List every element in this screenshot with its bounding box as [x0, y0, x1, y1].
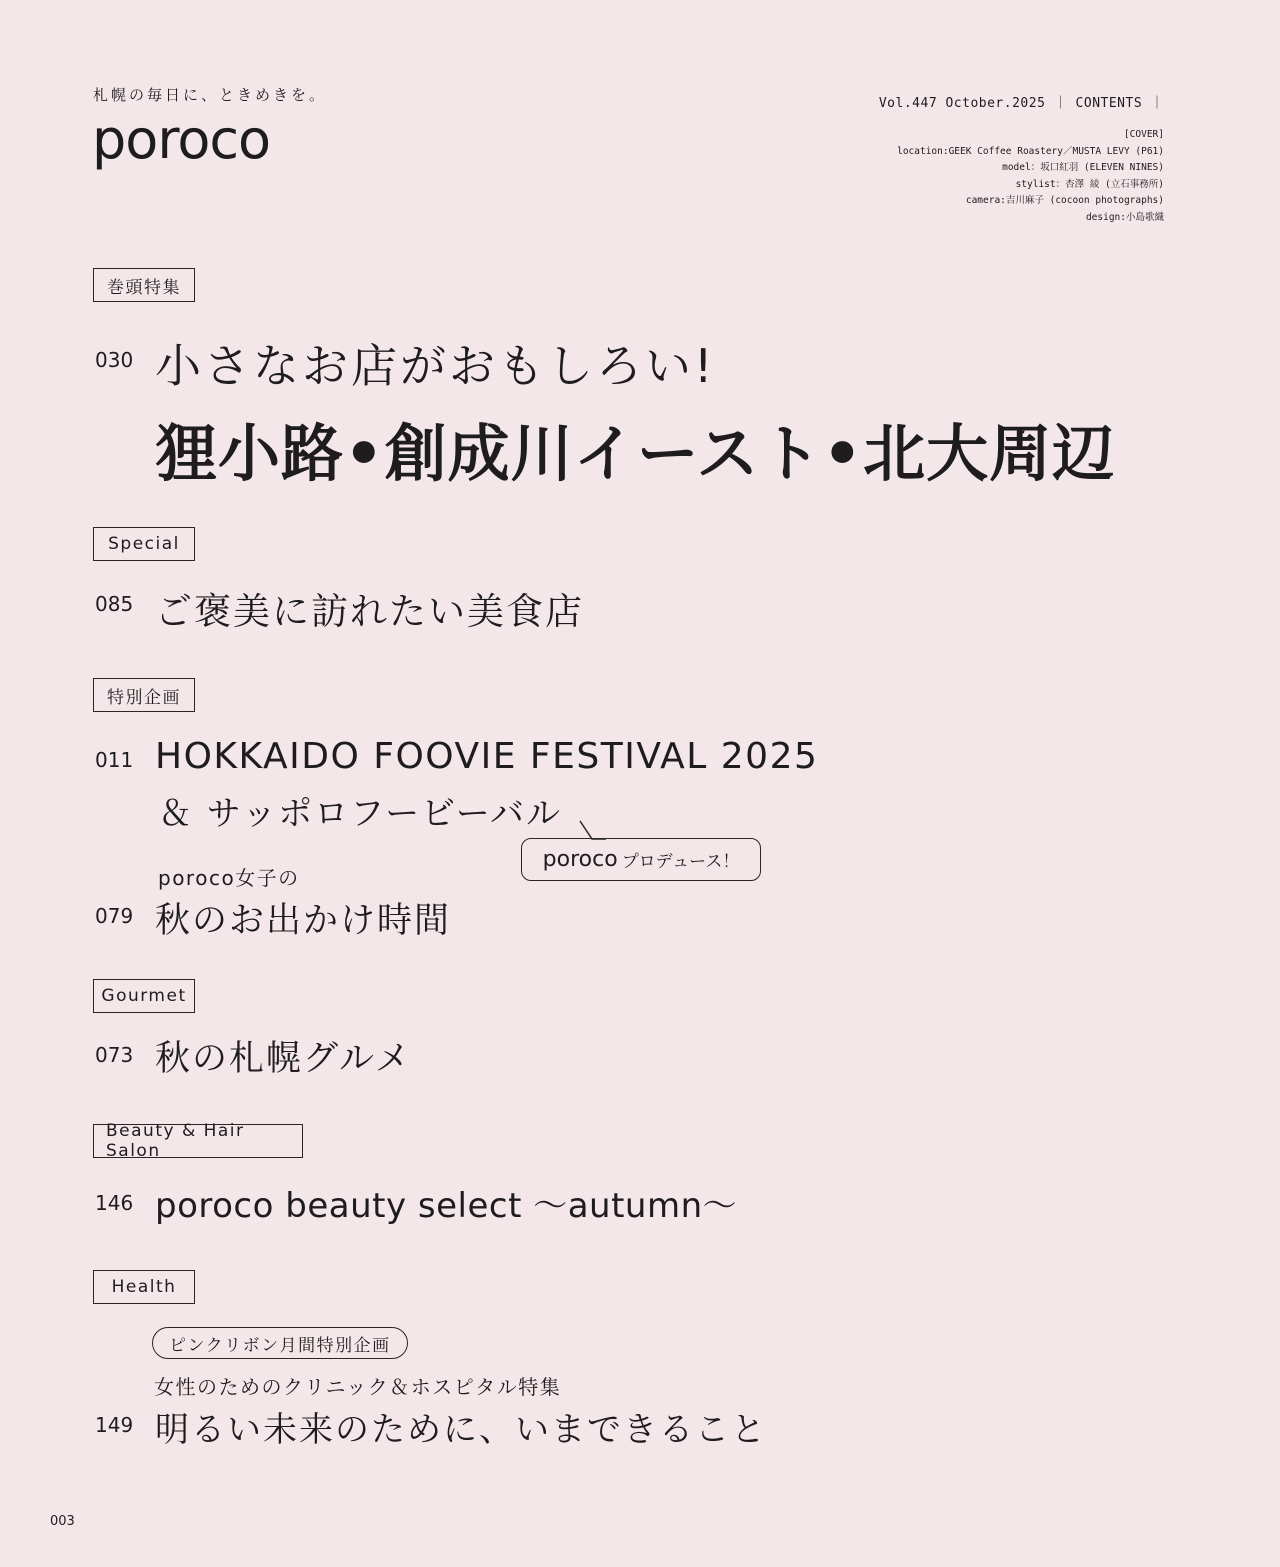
section-badge-feature: 巻頭特集 [93, 268, 195, 302]
volume-contents-label: Vol.447 October.2025 ｜ CONTENTS ｜ [878, 96, 1164, 111]
special-title[interactable]: ご褒美に訪れたい美食店 [155, 590, 584, 633]
produce-speech-bubble [521, 838, 761, 881]
section-badge-special: Special [93, 527, 195, 561]
page-number-health: 149 [95, 1413, 134, 1437]
section-badge-beauty: Beauty & Hair Salon [93, 1124, 303, 1158]
cover-credits [897, 127, 1164, 226]
section-badge-gourmet: Gourmet [93, 979, 195, 1013]
credit-line: [COVER] [1123, 129, 1164, 140]
beauty-title-text: beauty select ～autumn～ [285, 1186, 738, 1226]
gourmet-title[interactable]: 秋の札幌グルメ [155, 1039, 412, 1079]
page-number-special: 085 [95, 592, 134, 616]
foovie-title-line1[interactable]: HOKKAIDO FOOVIE FESTIVAL 2025 [155, 736, 819, 777]
section-badge-health: Health [93, 1270, 195, 1304]
credit-line: camera:吉川麻子 (cocoon photographs) [965, 195, 1164, 206]
bubble-logo: poroco [542, 847, 618, 872]
feature-title-line2[interactable]: 狸小路•創成川イースト•北大周辺 [155, 417, 1116, 490]
credit-line: model：坂口紅羽 (ELEVEN NINES) [1002, 162, 1164, 173]
bubble-text: プロデュース！ [621, 852, 740, 872]
beauty-select-title[interactable] [155, 1178, 737, 1227]
health-subtitle: 女性のためのクリニック＆ホスピタル特集 [154, 1375, 562, 1399]
foovie-title-line2[interactable]: ＆ サッポロフービーバル [158, 794, 563, 834]
tagline: 札幌の毎日に、ときめきを。 [93, 86, 328, 104]
page-number-beauty: 146 [95, 1191, 134, 1215]
credit-line: design:小島歌織 [1085, 211, 1164, 223]
credit-line: stylist：杏澤 綾 (立石事務所) [1015, 178, 1164, 190]
health-title[interactable]: 明るい未来のために、いまできること [155, 1410, 767, 1450]
credit-line: location:GEEK Coffee Roastery／MUSTA LEVY (P61) [897, 145, 1164, 157]
poroco-logo: poroco [92, 108, 271, 171]
autumn-outing-title[interactable]: 秋のお出かけ時間 [155, 901, 452, 941]
page-number-foovie: 011 [95, 748, 134, 772]
page-number-gourmet: 073 [95, 1043, 134, 1067]
autumn-outing-subtitle: poroco女子の [158, 866, 300, 890]
feature-title-line1[interactable]: 小さなお店がおもしろい! [155, 339, 716, 393]
section-badge-project: 特別企画 [93, 678, 195, 712]
beauty-title-logo: poroco [155, 1186, 274, 1226]
page-number-outing: 079 [95, 904, 134, 928]
pink-ribbon-pill: ピンクリボン月間特別企画 [152, 1327, 408, 1359]
speech-bubble-tail [578, 818, 608, 840]
page-number-feature: 030 [95, 348, 134, 372]
folio-page-number: 003 [50, 1514, 75, 1529]
